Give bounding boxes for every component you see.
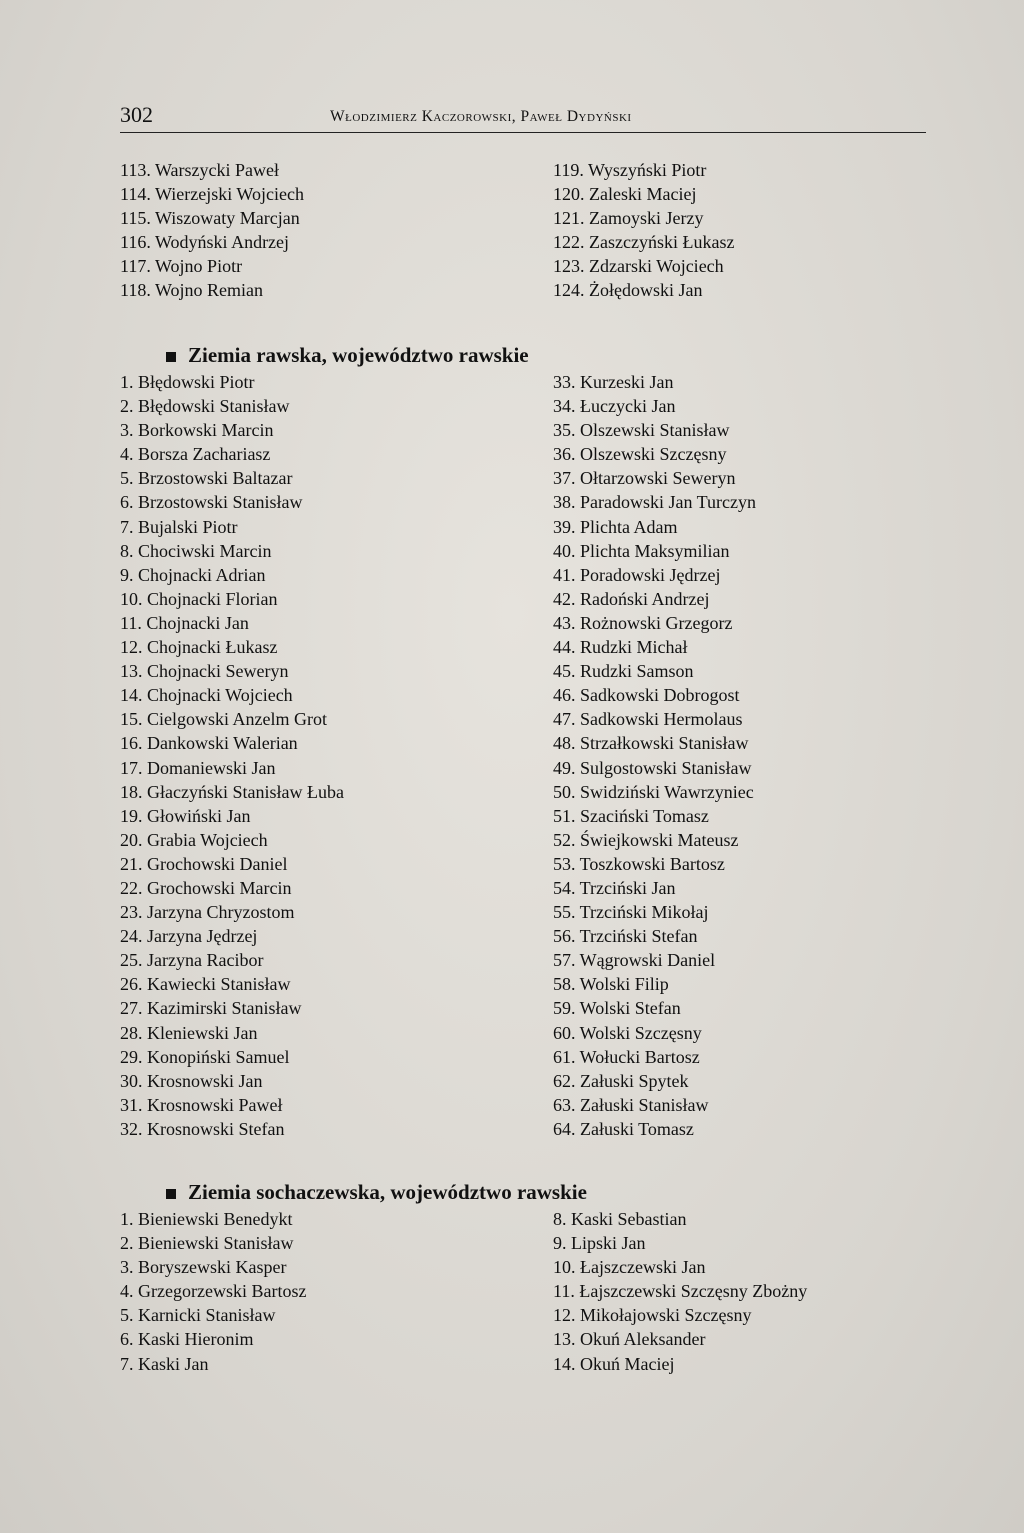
running-head: Włodzimierz Kaczorowski, Paweł Dydyński [330, 108, 632, 125]
list-entry: 2. Bieniewski Stanisław [120, 1233, 294, 1254]
list-entry: 22. Grochowski Marcin [120, 877, 292, 898]
list-entry: 26. Kawiecki Stanisław [120, 974, 291, 995]
list-entry: 59. Wolski Stefan [553, 998, 681, 1019]
list-entry: 122. Zaszczyński Łukasz [553, 232, 735, 253]
list-entry: 7. Bujalski Piotr [120, 516, 238, 537]
list-entry: 12. Chojnacki Łukasz [120, 637, 278, 658]
list-entry: 9. Chojnacki Adrian [120, 564, 266, 585]
list-entry: 30. Krosnowski Jan [120, 1070, 263, 1091]
section-bullet [166, 352, 176, 362]
list-entry: 27. Kazimirski Stanisław [120, 998, 302, 1019]
list-entry: 29. Konopiński Samuel [120, 1046, 290, 1067]
list-entry: 6. Kaski Hieronim [120, 1329, 254, 1350]
list-entry: 46. Sadkowski Dobrogost [553, 685, 740, 706]
list-entry: 42. Radoński Andrzej [553, 588, 710, 609]
list-entry: 19. Głowiński Jan [120, 805, 251, 826]
list-entry: 38. Paradowski Jan Turczyn [553, 492, 756, 513]
list-entry: 55. Trzciński Mikołaj [553, 902, 709, 923]
list-entry: 20. Grabia Wojciech [120, 829, 268, 850]
list-entry: 10. Chojnacki Florian [120, 588, 278, 609]
list-entry: 50. Swidziński Wawrzyniec [553, 781, 754, 802]
list-entry: 31. Krosnowski Paweł [120, 1094, 283, 1115]
list-entry: 17. Domaniewski Jan [120, 757, 276, 778]
list-entry: 8. Chociwski Marcin [120, 540, 272, 561]
list-entry: 119. Wyszyński Piotr [553, 160, 707, 180]
list-entry: 44. Rudzki Michał [553, 637, 688, 658]
list-entry: 8. Kaski Sebastian [553, 1209, 687, 1229]
list-entry: 62. Załuski Spytek [553, 1070, 689, 1091]
list-entry: 49. Sulgostowski Stanisław [553, 757, 752, 778]
list-entry: 3. Boryszewski Kasper [120, 1257, 287, 1278]
list-entry: 9. Lipski Jan [553, 1233, 646, 1254]
list-entry: 14. Okuń Maciej [553, 1353, 675, 1374]
list-entry: 123. Zdzarski Wojciech [553, 256, 724, 277]
list-entry: 117. Wojno Piotr [120, 256, 243, 277]
list-entry: 35. Olszewski Stanisław [553, 420, 730, 441]
list-entry: 41. Poradowski Jędrzej [553, 564, 721, 585]
sochaczewska-list-left [120, 1207, 306, 1376]
list-entry: 4. Grzegorzewski Bartosz [120, 1281, 307, 1302]
list-entry: 64. Załuski Tomasz [553, 1118, 694, 1139]
list-entry: 113. Warszycki Paweł [120, 160, 280, 180]
list-entry: 1. Błędowski Piotr [120, 372, 255, 392]
list-entry: 11. Chojnacki Jan [120, 612, 249, 633]
list-entry: 124. Żołędowski Jan [553, 280, 703, 301]
list-entry: 25. Jarzyna Racibor [120, 950, 264, 971]
list-entry: 115. Wiszowaty Marcjan [120, 208, 300, 229]
list-entry: 39. Plichta Adam [553, 516, 678, 537]
list-entry: 40. Plichta Maksymilian [553, 540, 730, 561]
list-entry: 10. Łajszczewski Jan [553, 1257, 706, 1278]
top-list-left [120, 158, 304, 303]
list-entry: 3. Borkowski Marcin [120, 420, 274, 441]
list-entry: 51. Szaciński Tomasz [553, 805, 709, 826]
list-entry: 54. Trzciński Jan [553, 877, 676, 898]
list-entry: 57. Wągrowski Daniel [553, 950, 716, 971]
list-entry: 121. Zamoyski Jerzy [553, 208, 704, 229]
list-entry: 23. Jarzyna Chryzostom [120, 902, 295, 923]
list-entry: 114. Wierzejski Wojciech [120, 184, 304, 205]
section-bullet [166, 1189, 176, 1199]
list-entry: 11. Łajszczewski Szczęsny Zbożny [553, 1281, 808, 1302]
page-header [120, 102, 926, 133]
list-entry: 47. Sadkowski Hermolaus [553, 709, 743, 730]
list-entry: 120. Zaleski Maciej [553, 184, 697, 205]
list-entry: 48. Strzałkowski Stanisław [553, 733, 749, 754]
rawska-list-right [553, 370, 756, 1141]
list-entry: 52. Świejkowski Mateusz [553, 829, 739, 850]
top-list-right [553, 158, 734, 303]
list-entry: 53. Toszkowski Bartosz [553, 853, 725, 874]
list-entry: 58. Wolski Filip [553, 974, 669, 995]
list-entry: 4. Borsza Zachariasz [120, 444, 271, 465]
list-entry: 43. Rożnowski Grzegorz [553, 612, 733, 633]
list-entry: 28. Kleniewski Jan [120, 1022, 258, 1043]
list-entry: 33. Kurzeski Jan [553, 372, 674, 392]
list-entry: 56. Trzciński Stefan [553, 926, 698, 947]
list-entry: 60. Wolski Szczęsny [553, 1022, 702, 1043]
list-entry: 5. Brzostowski Baltazar [120, 468, 293, 489]
list-entry: 37. Ołtarzowski Seweryn [553, 468, 736, 489]
list-entry: 118. Wojno Remian [120, 280, 264, 301]
list-entry: 1. Bieniewski Benedykt [120, 1209, 293, 1229]
sochaczewska-list-right [553, 1207, 807, 1376]
list-entry: 2. Błędowski Stanisław [120, 396, 290, 417]
list-entry: 21. Grochowski Daniel [120, 853, 288, 874]
list-entry: 6. Brzostowski Stanisław [120, 492, 303, 513]
list-entry: 18. Głaczyński Stanisław Łuba [120, 781, 344, 802]
list-entry: 61. Wołucki Bartosz [553, 1046, 700, 1067]
list-entry: 13. Chojnacki Seweryn [120, 661, 289, 682]
list-entry: 63. Załuski Stanisław [553, 1094, 709, 1115]
list-entry: 7. Kaski Jan [120, 1353, 209, 1374]
list-entry: 14. Chojnacki Wojciech [120, 685, 293, 706]
list-entry: 32. Krosnowski Stefan [120, 1118, 285, 1139]
list-entry: 15. Cielgowski Anzelm Grot [120, 709, 327, 730]
section-title-sochaczewska: Ziemia sochaczewska, województwo rawskie [188, 1180, 587, 1204]
list-entry: 116. Wodyński Andrzej [120, 232, 290, 253]
page-number: 302 [120, 102, 153, 127]
list-entry: 16. Dankowski Walerian [120, 733, 298, 754]
list-entry: 12. Mikołajowski Szczęsny [553, 1305, 752, 1326]
list-entry: 45. Rudzki Samson [553, 661, 694, 682]
list-entry: 13. Okuń Aleksander [553, 1329, 706, 1350]
list-entry: 24. Jarzyna Jędrzej [120, 926, 258, 947]
section-title-rawska: Ziemia rawska, województwo rawskie [188, 343, 529, 367]
list-entry: 34. Łuczycki Jan [553, 396, 676, 417]
rawska-list-left [120, 370, 344, 1141]
list-entry: 5. Karnicki Stanisław [120, 1305, 276, 1326]
list-entry: 36. Olszewski Szczęsny [553, 444, 727, 465]
